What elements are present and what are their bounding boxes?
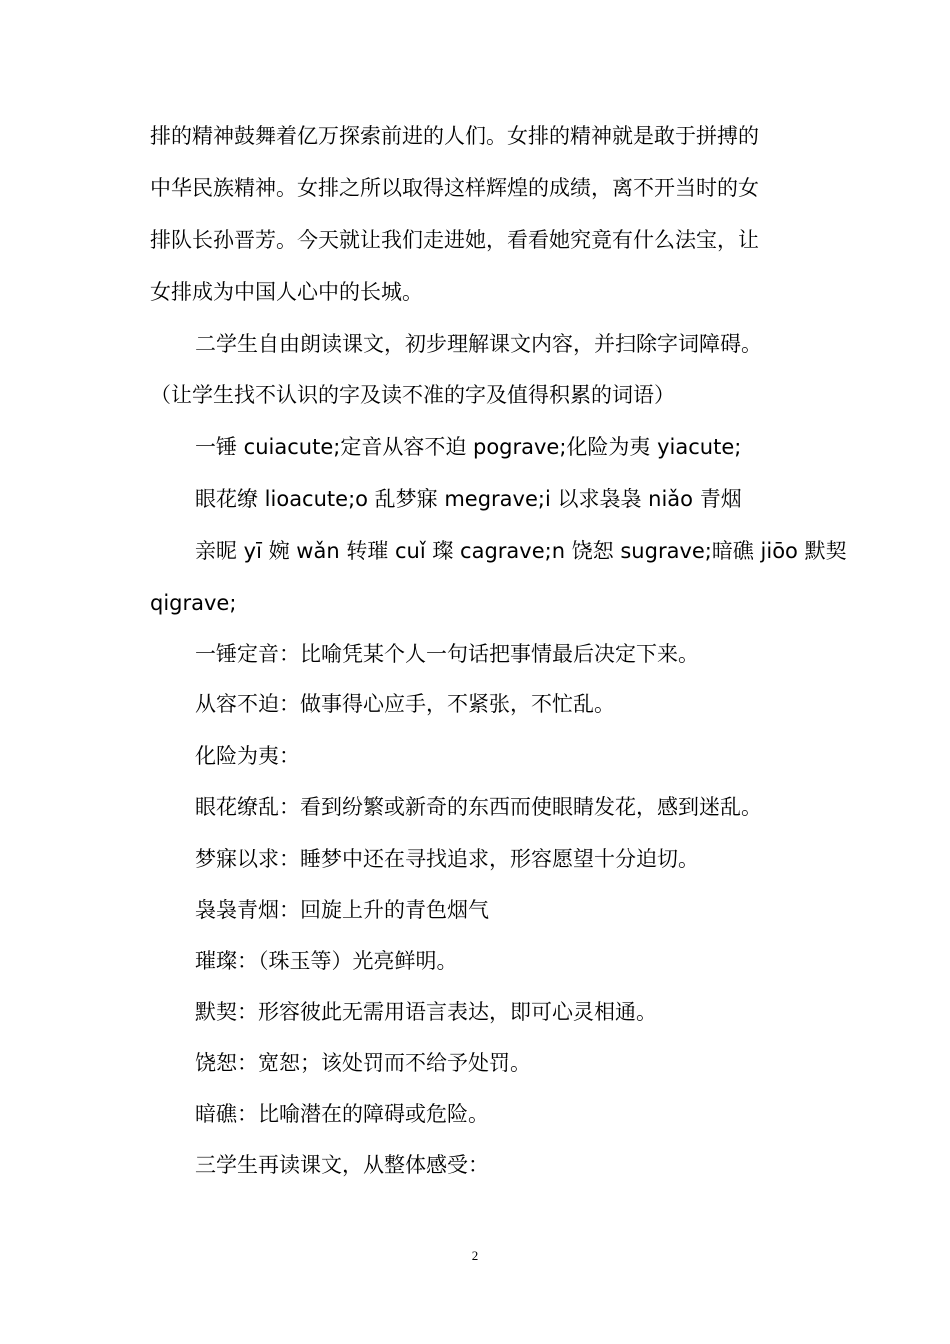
pinyin-line: 眼花缭 lioacute;o 乱梦寐 megrave;i 以求袅袅 niǎo 青烟 xyxy=(195,487,742,511)
step-two-note: （让学生找不认识的字及读不准的字及值得积累的词语） xyxy=(150,383,675,407)
definition-line: 一锤定音：比喻凭某个人一句话把事情最后决定下来。 xyxy=(195,642,699,666)
step-two-heading: 二学生自由朗读课文，初步理解课文内容，并扫除字词障碍。 xyxy=(195,332,762,356)
definition-line: 梦寐以求：睡梦中还在寻找追求，形容愿望十分迫切。 xyxy=(195,847,699,871)
body-text-line: 中华民族精神。女排之所以取得这样辉煌的成绩，离不开当时的女 xyxy=(150,176,759,200)
definition-line: 暗礁：比喻潜在的障碍或危险。 xyxy=(195,1102,489,1126)
body-text-line: 排队长孙晋芳。今天就让我们走进她，看看她究竟有什么法宝，让 xyxy=(150,228,759,252)
definition-line: 从容不迫：做事得心应手，不紧张，不忙乱。 xyxy=(195,692,615,716)
definition-line: 饶恕：宽恕；该处罚而不给予处罚。 xyxy=(195,1051,531,1075)
body-text-line: 排的精神鼓舞着亿万探索前进的人们。女排的精神就是敢于拼搏的 xyxy=(150,124,759,148)
definition-line: 化险为夷： xyxy=(195,744,300,768)
pinyin-line: 亲昵 yī 婉 wǎn 转璀 cuǐ 璨 cagrave;n 饶恕 sugrave;暗礁 jiōo 默契 xyxy=(195,539,847,563)
step-three-heading: 三学生再读课文，从整体感受： xyxy=(195,1153,489,1177)
pinyin-line: 一锤 cuiacute;定音从容不迫 pograve;化险为夷 yiacute; xyxy=(195,435,742,459)
body-text-line: 女排成为中国人心中的长城。 xyxy=(150,280,423,304)
definition-line: 眼花缭乱：看到纷繁或新奇的东西而使眼睛发花，感到迷乱。 xyxy=(195,795,762,819)
page-number: 2 xyxy=(471,1248,479,1263)
definition-line: 璀璨：（珠玉等）光亮鲜明。 xyxy=(195,949,458,973)
pinyin-line: qigrave; xyxy=(150,591,237,615)
definition-line: 袅袅青烟：回旋上升的青色烟气 xyxy=(195,898,489,922)
definition-line: 默契：形容彼此无需用语言表达，即可心灵相通。 xyxy=(195,1000,657,1024)
